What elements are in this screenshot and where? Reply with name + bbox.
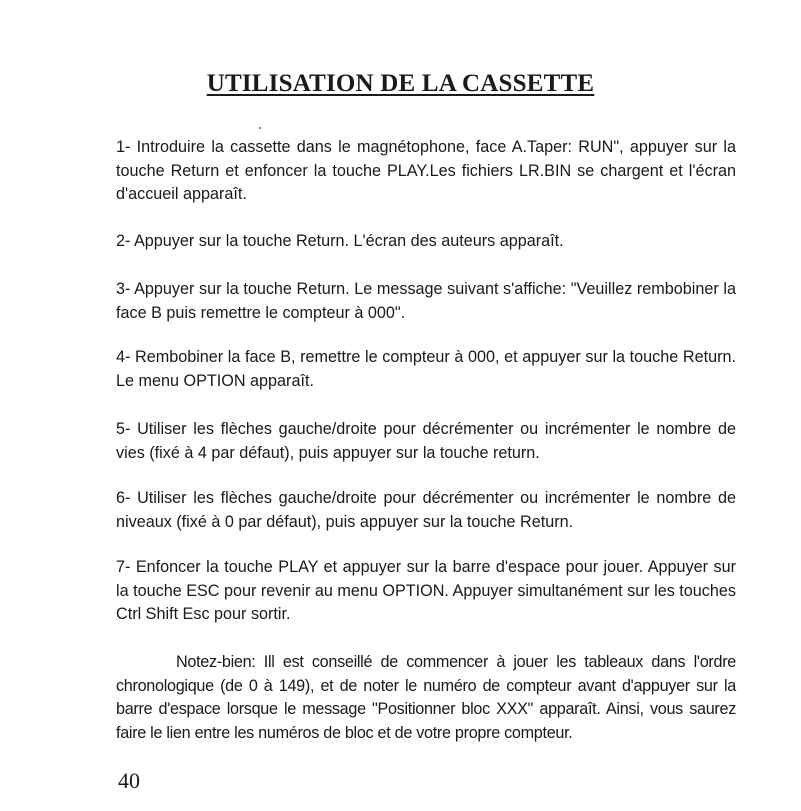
instruction-step-7: 7- Enfoncer la touche PLAY et appuyer sur la barre d'espace pour jouer. Appuyer sur la touche ESC pour revenir au menu OPTION. Appuyer simultanément sur les touches Ctrl Shift Esc pour sortir.	[116, 558, 736, 623]
instruction-step-4: 4- Rembobiner la face B, remettre le compteur à 000, et appuyer sur la touche Return. Le menu OPTION apparaît.	[116, 348, 736, 390]
instruction-step-3: 3- Appuyer sur la touche Return. Le message suivant s'affiche: "Veuillez rembobiner la face B puis remettre le compteur à 000".	[116, 280, 736, 322]
instruction-step-1: 1- Introduire la cassette dans le magnétophone, face A.Taper: RUN", appuyer sur la touche Return et enfoncer la touche PLAY.Les fichiers LR.BIN se chargent et l'écran d'accueil apparaît.	[116, 138, 736, 203]
instruction-step-6: 6- Utiliser les flèches gauche/droite pour décrémenter ou incrémenter le nombre de niveaux (fixé à 0 par défaut), puis appuyer sur la touche Return.	[116, 489, 736, 531]
page-number: 40	[118, 768, 140, 793]
note-paragraph: Notez-bien: Ill est conseillé de commencer à jouer les tableaux dans l'ordre chronologique (de 0 à 149), et de noter le numéro de compteur avant d'appuyer sur la barre d'espace lorsque le message "Positionner bloc XXX" apparaît. Ainsi, vous saurez faire le lien entre les numéros de bloc et de votre propre compteur.	[116, 653, 736, 742]
page-title	[0, 70, 801, 98]
page-title-text: UTILISATION DE LA CASSETTE	[206, 70, 595, 97]
instruction-step-5: 5- Utiliser les flèches gauche/droite pour décrémenter ou incrémenter le nombre de vies (fixé à 4 par défaut), puis appuyer sur la touche return.	[116, 420, 736, 462]
print-speck	[259, 127, 261, 129]
instruction-step-2: 2- Appuyer sur la touche Return. L'écran des auteurs apparaît.	[116, 232, 564, 250]
